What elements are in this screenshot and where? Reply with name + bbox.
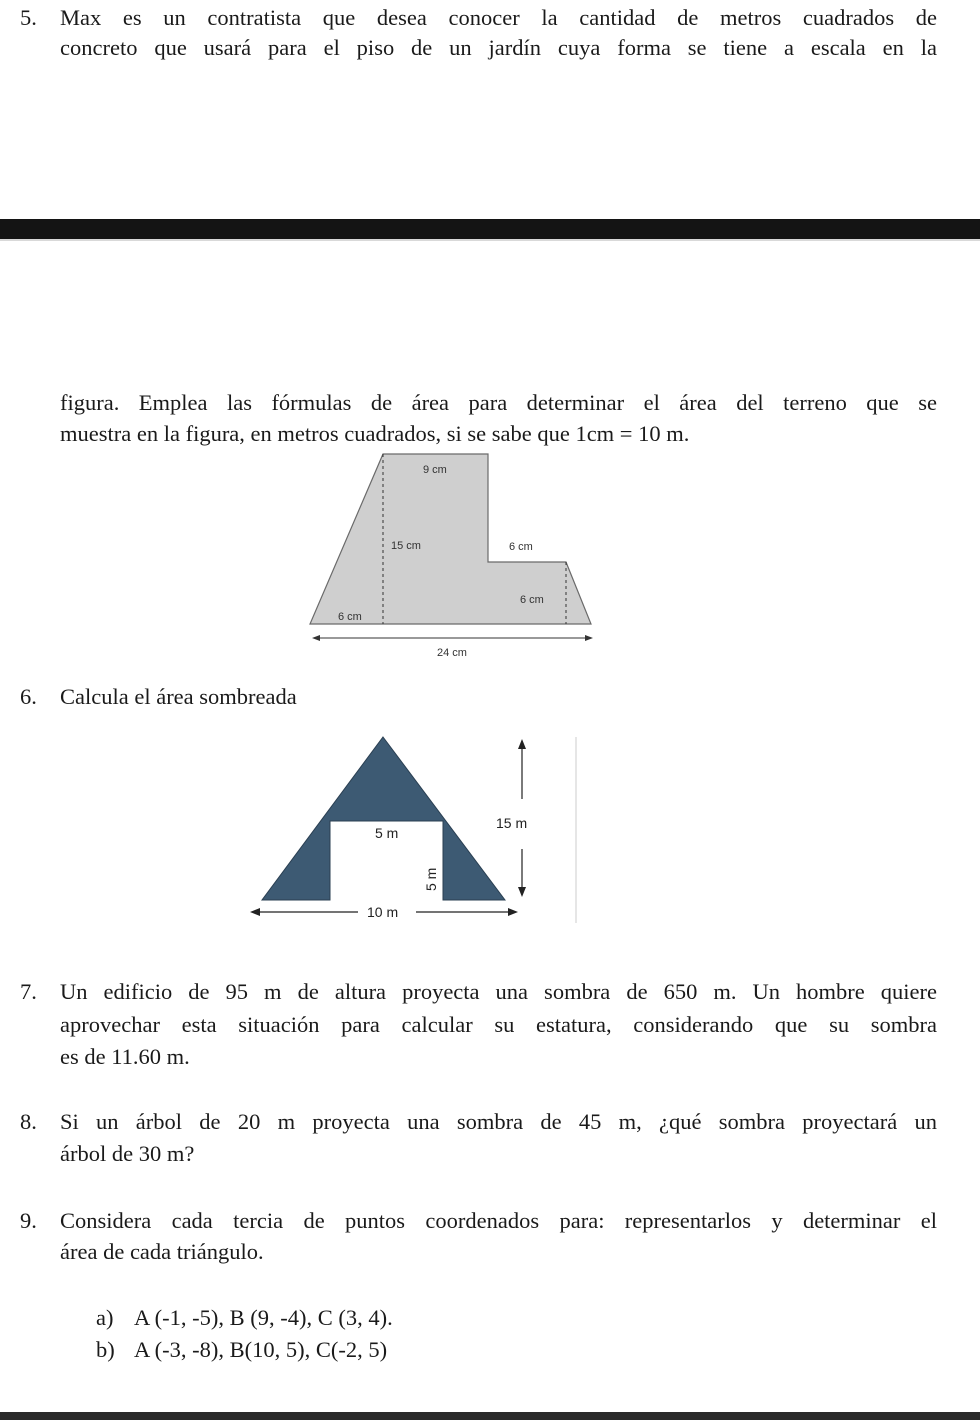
label-inner-width: 5 m (375, 825, 399, 841)
q9-text-line-1: Considera cada tercia de puntos coordenados para: representarlos y determinar el (60, 1208, 937, 1233)
base-arrow-right-head (508, 908, 518, 916)
label-left-base: 6 cm (338, 611, 362, 623)
q9-item-a-text: A (-1, -5), B (9, -4), C (3, 4). (134, 1305, 393, 1330)
shaded-region (262, 737, 505, 900)
base-arrow-left-head (312, 635, 320, 641)
label-top: 9 cm (423, 464, 447, 476)
q6-text: Calcula el área sombreada (60, 684, 297, 709)
scan-band-shadow (0, 239, 980, 241)
q7-number: 7. (20, 979, 37, 1004)
base-arrow-left-head (250, 908, 260, 916)
label-step-height: 6 cm (520, 594, 544, 606)
label-base: 10 m (367, 904, 399, 920)
height-arrow-top-head (518, 739, 526, 749)
q5-garden-figure (0, 450, 980, 660)
q7-text-line-3: es de 11.60 m. (60, 1044, 190, 1069)
label-step-width: 6 cm (509, 541, 533, 553)
scan-dark-band (0, 219, 980, 239)
q5-text-line-1: Max es un contratista que desea conocer la cantidad de metros cuadrados de (60, 5, 937, 30)
q8-text-line-2: árbol de 30 m? (60, 1141, 195, 1166)
label-inner-height: 5 m (423, 867, 439, 891)
garden-shape (310, 454, 591, 624)
q7-text-line-1: Un edificio de 95 m de altura proyecta una sombra de 650 m. Un hombre quiere (60, 979, 937, 1004)
label-left-height: 15 cm (391, 540, 421, 552)
q5-text-line-2: concreto que usará para el piso de un jardín cuya forma se tiene a escala en la (60, 35, 937, 60)
q6-number: 6. (20, 684, 37, 709)
q7-text-line-2: aprovechar esta situación para calcular su estatura, considerando que su sombra (60, 1012, 937, 1037)
height-arrow-bottom-head (518, 887, 526, 897)
q9-number: 9. (20, 1208, 37, 1233)
label-height: 15 m (496, 815, 528, 831)
q8-text-line-1: Si un árbol de 20 m proyecta una sombra de 45 m, ¿qué sombra proyectará un (60, 1109, 937, 1134)
scan-bottom-edge (0, 1412, 980, 1420)
q5-text-line-3: figura. Emplea las fórmulas de área para determinar el área del terreno que se (60, 390, 937, 415)
base-arrow-right-head (585, 635, 593, 641)
q5-number: 5. (20, 5, 37, 30)
q6-shaded-figure (0, 725, 980, 925)
q9-item-b-text: A (-3, -8), B(10, 5), C(-2, 5) (134, 1337, 388, 1362)
q9-item-a-label: a) (96, 1305, 114, 1330)
label-base: 24 cm (437, 647, 467, 659)
q8-number: 8. (20, 1109, 37, 1134)
q9-text-line-2: área de cada triángulo. (60, 1239, 264, 1264)
q9-item-b-label: b) (96, 1337, 115, 1362)
q5-text-line-4: muestra en la figura, en metros cuadrados, si se sabe que 1cm = 10 m. (60, 421, 690, 446)
